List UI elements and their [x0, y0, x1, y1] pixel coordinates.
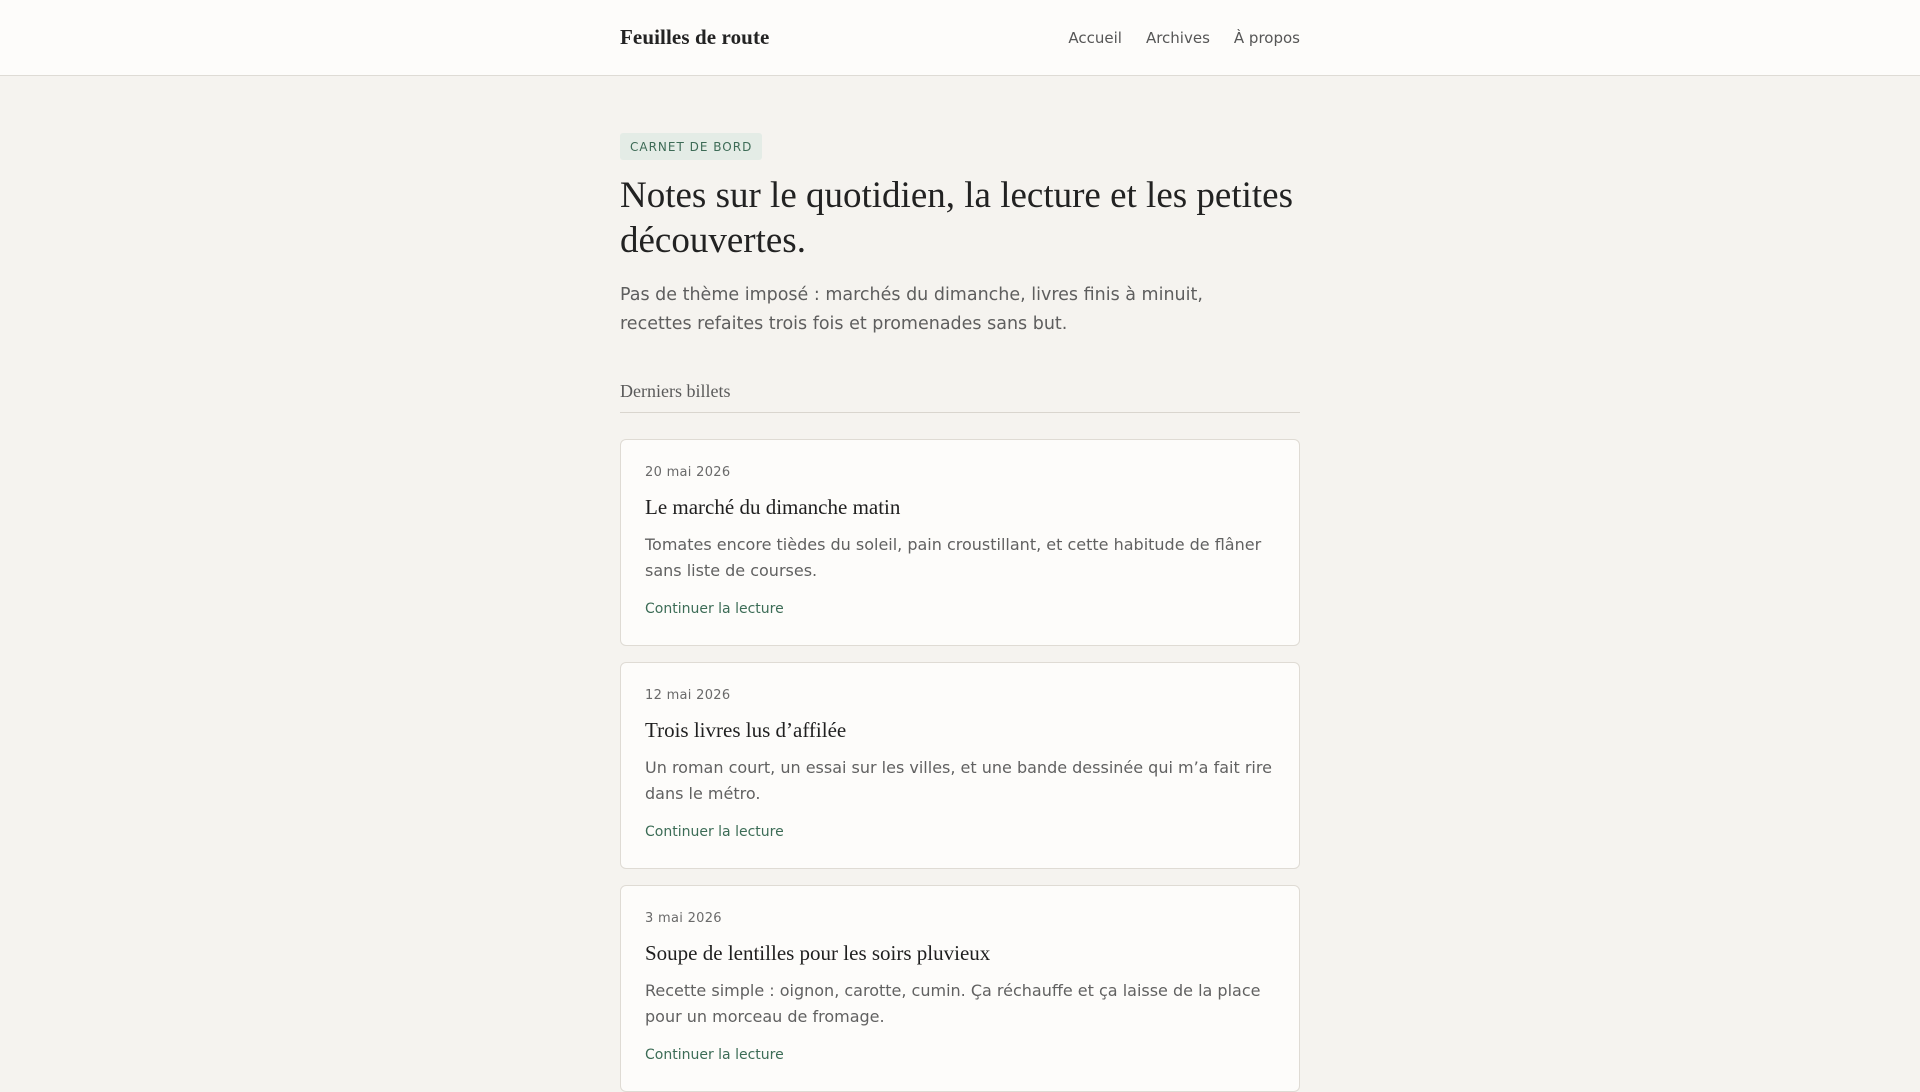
nav-link-a-propos[interactable]: À propos — [1233, 28, 1300, 47]
site-header — [0, 0, 1920, 76]
continue-reading-link[interactable]: Continuer la lecture — [645, 824, 784, 840]
post-excerpt: Un roman court, un essai sur les villes, et une bande dessinée qui m’a fait rire dans le métro. — [645, 758, 1272, 803]
site-title-link[interactable]: Feuilles de route — [620, 25, 770, 49]
site-header-inner — [620, 0, 1300, 75]
nav-link-accueil[interactable]: Accueil — [1068, 28, 1122, 47]
main-nav — [1068, 29, 1300, 47]
post-title: Trois livres lus d’affilée — [645, 718, 847, 742]
post-card — [620, 439, 1300, 646]
category-badge: CARNET DE BORD — [620, 133, 762, 160]
post-date: 3 mai 2026 — [645, 911, 722, 926]
post-title: Le marché du dimanche matin — [645, 495, 901, 519]
continue-reading-link[interactable]: Continuer la lecture — [645, 601, 784, 617]
page-title: Notes sur le quotidien, la lecture et les petites découvertes. — [620, 175, 1293, 261]
page-intro: Pas de thème imposé : marchés du dimanche, livres finis à minuit, recettes refaites trois fois et promenades sans but. — [620, 285, 1203, 334]
post-date: 12 mai 2026 — [645, 688, 731, 703]
post-excerpt: Tomates encore tièdes du soleil, pain croustillant, et cette habitude de flâner sans liste de courses. — [645, 535, 1262, 580]
section-heading-latest-posts: Derniers billets — [620, 381, 1300, 413]
post-date: 20 mai 2026 — [645, 465, 731, 480]
post-card — [620, 662, 1300, 869]
continue-reading-link[interactable]: Continuer la lecture — [645, 1047, 784, 1063]
nav-link-archives[interactable]: Archives — [1145, 28, 1210, 47]
post-title: Soupe de lentilles pour les soirs pluvieux — [645, 941, 991, 965]
post-excerpt: Recette simple : oignon, carotte, cumin. Ça réchauffe et ça laisse de la place pour un morceau de fromage. — [645, 981, 1261, 1026]
post-card — [620, 885, 1300, 1092]
